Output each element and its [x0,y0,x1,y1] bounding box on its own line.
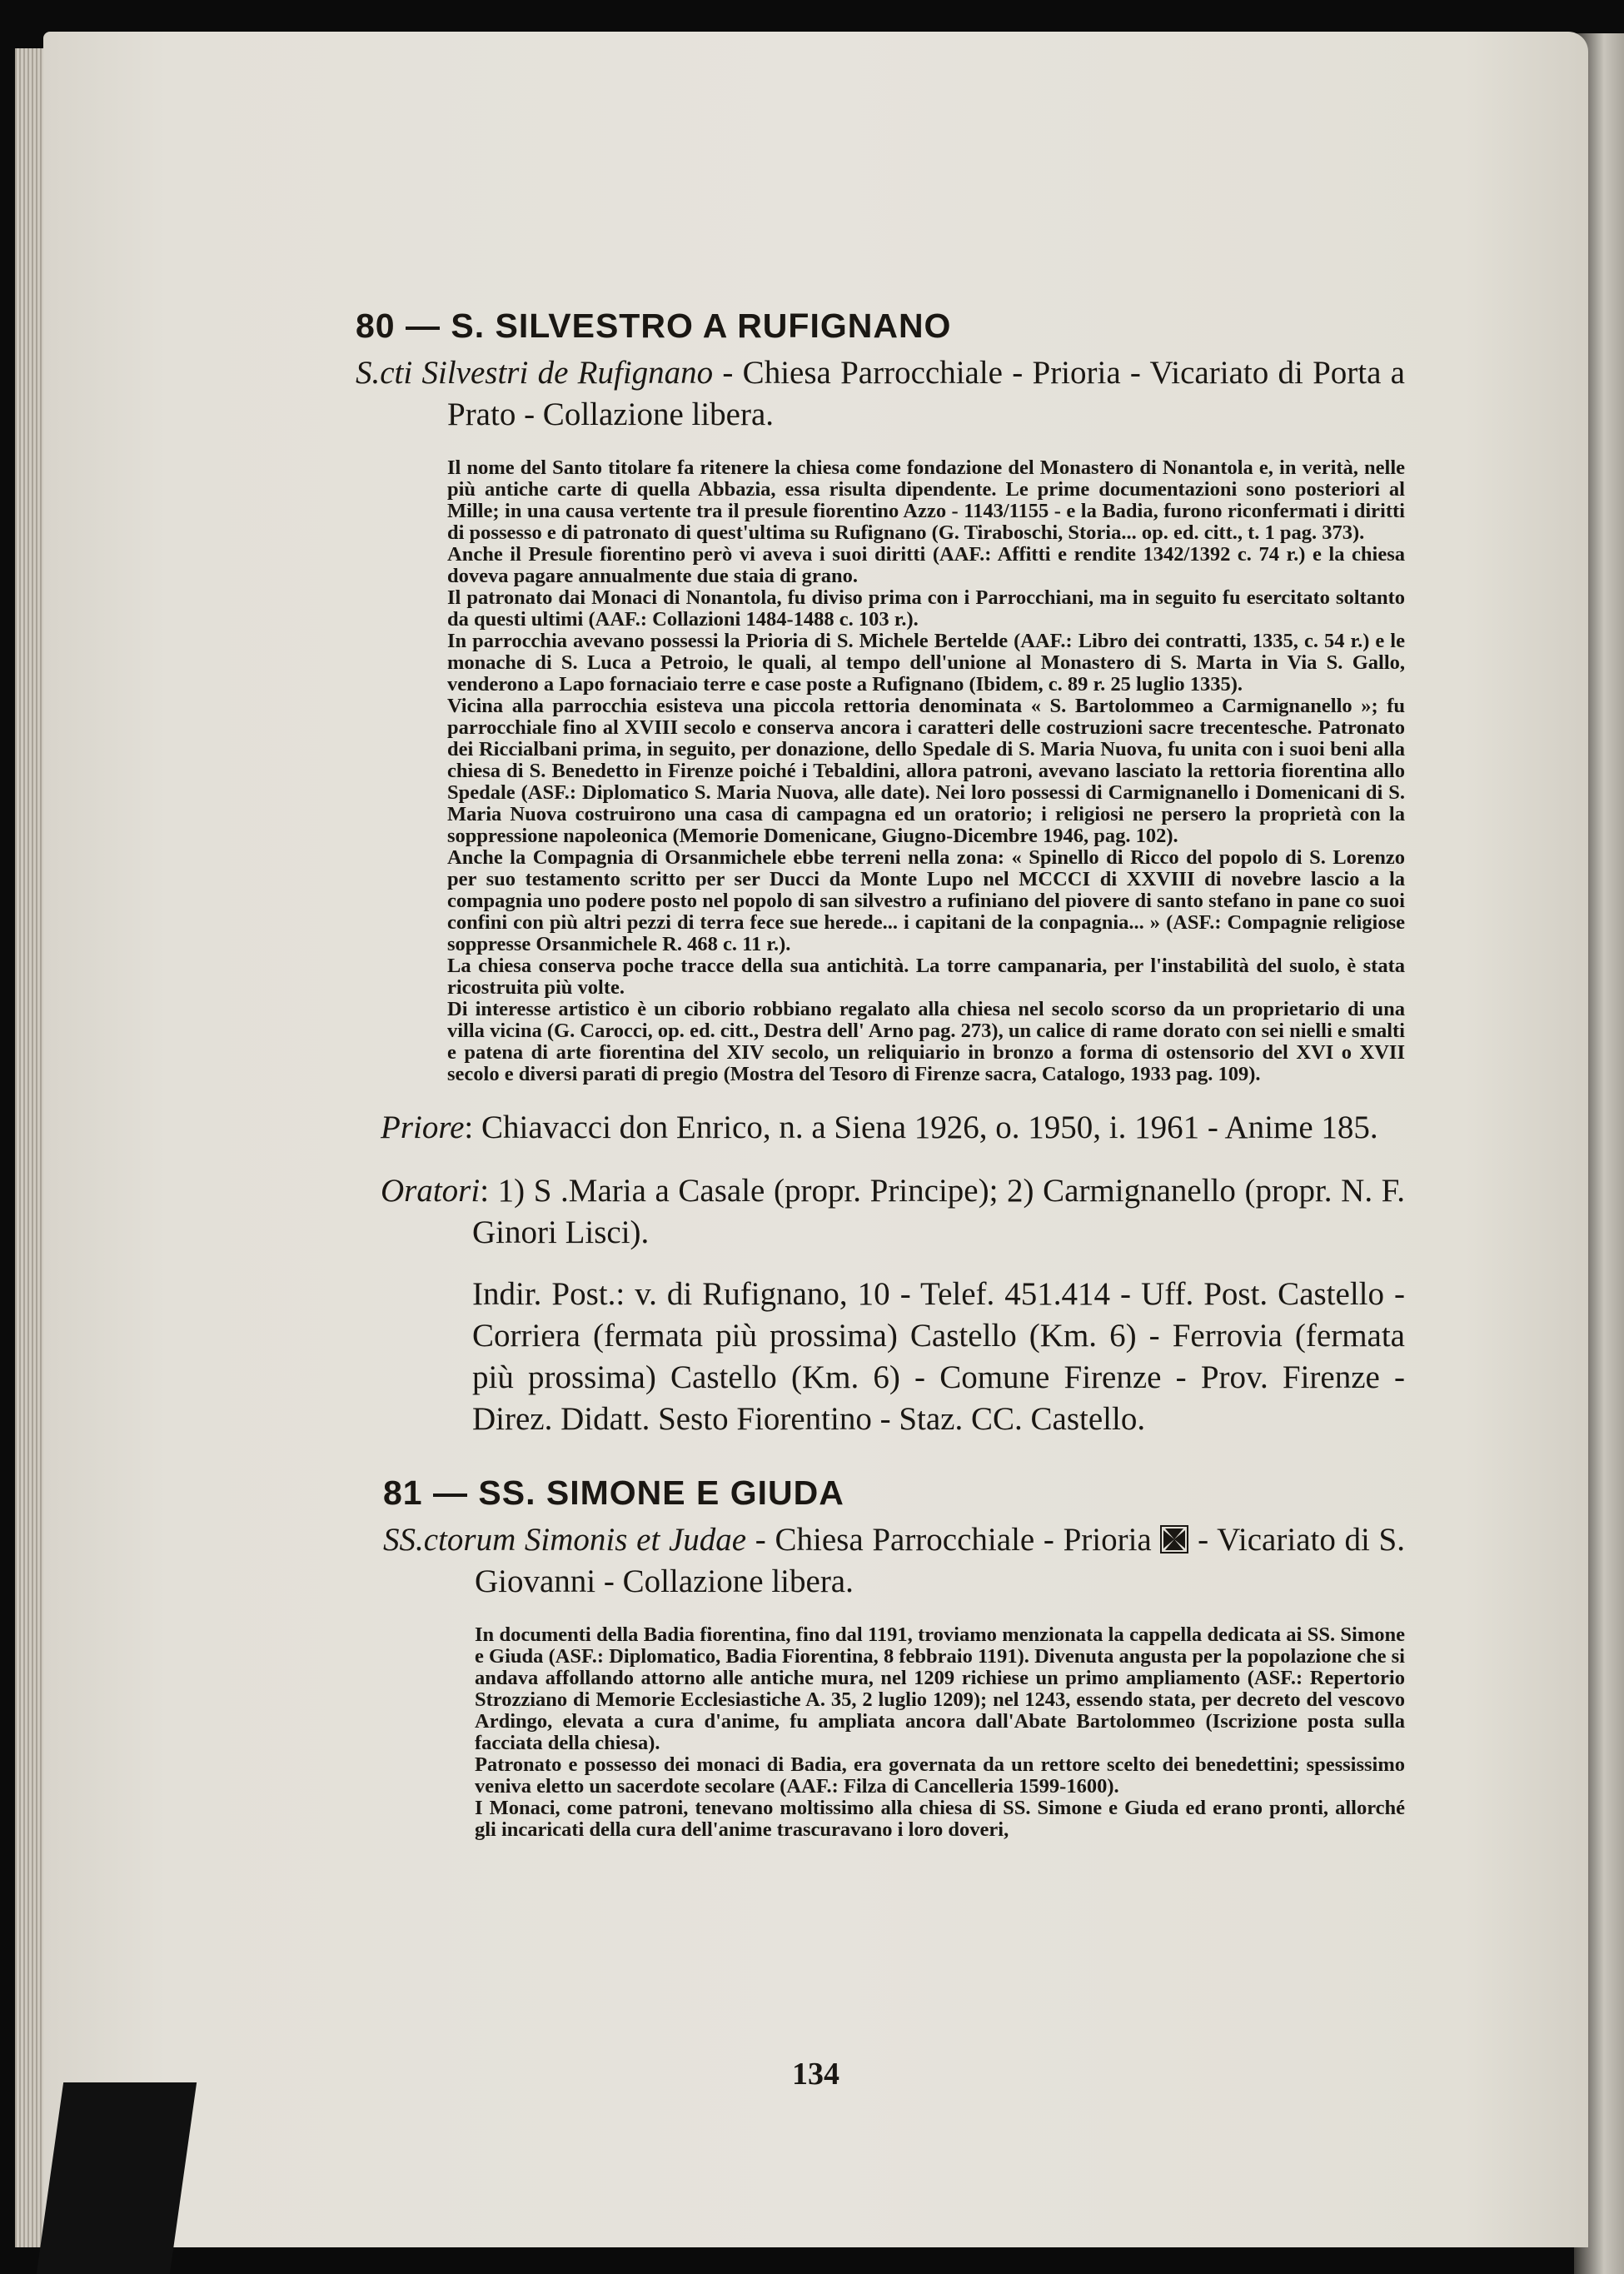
paragraph: I Monaci, come patroni, tenevano moltissimo alla chiesa di SS. Simone e Giuda ed erano pronti, allorché gli incaricati della cura dell'anime trascuravano i loro doveri, [475,1797,1405,1841]
section-body [475,1624,1405,1841]
latin-name: S.cti Silvestri de Rufignano [356,355,714,391]
paragraph: Di interesse artistico è un ciborio robbiano regalato alla chiesa nel secolo scorso da un proprietario di una villa vicina (G. Carocci, op. ed. citt., Destra dell' Arno pag. 273), un calice di rame dorato con sei nielli e smalti e patena di arte fiorentina del XIV secolo, un reliquiario in bronzo a forma di ostensorio del XVI o XVII secolo e diversi parati di pregio (Mostra del Tesoro di Firenze sacra, Catalogo, 1933 pag. 109). [447,998,1405,1085]
oratori-label: Oratori [381,1173,481,1209]
priore-entry [381,1107,1405,1149]
paragraph: Patronato e possesso dei monaci di Badia, era governata da un rettore scelto dei benedettini; spessissimo veniva eletto un sacerdote secolare (AAF.: Filza di Cancelleria 1599-1600). [475,1753,1405,1798]
section-heading: 80 — S. SILVESTRO A RUFIGNANO [356,307,952,345]
priore-label: Priore [381,1110,465,1145]
section-body [447,457,1405,1085]
subtitle-text: - Vicariato di S. Giovanni - Collazione libera. [475,1522,1406,1599]
page-content [356,307,1405,1841]
paragraph: In documenti della Badia fiorentina, fino dal 1191, troviamo menzionata la cappella dedicata ai SS. Simone e Giuda (ASF.: Diplomatico, Badia Fiorentina, 8 febbraio 1191). Divenuta angusta per la popolazione che si andava affollando attorno alle antiche mura, nel 1209 richiese un primo ampliamento (ASF.: Repertorio Strozziano di Memorie Ecclesiastiche A. 35, 2 luglio 1209); nel 1243, essendo stata, per decreto del vescovo Ardingo, elevata a cura d'anime, fu ampliata ancora dall'Abate Bartolommeo (Iscrizione posta sulla facciata della chiesa). [475,1623,1405,1754]
subtitle-text: - Chiesa Parrocchiale - Prioria - Vicariato di Porta a Prato - Collazione libera. [447,355,1405,432]
priore-text: : Chiavacci don Enrico, n. a Siena 1926, o. 1950, i. 1961 - Anime 185. [464,1110,1378,1145]
paragraph: In parrocchia avevano possessi la Prioria di S. Michele Bertelde (AAF.: Libro dei contratti, 1335, c. 54 r.) e le monache di S. Luca a Petroio, le quali, al tempo dell'unione al Monastero di S. Marta in Via S. Gallo, venderono a Lapo fornaciaio terre e case poste a Rufignano (Ibidem, c. 89 r. 25 luglio 1335). [447,630,1405,696]
maltese-cross-icon [1160,1525,1188,1553]
section-80 [356,307,1405,1440]
section-81 [383,1474,1405,1841]
postal-address: Indir. Post.: v. di Rufignano, 10 - Telef. 451.414 - Uff. Post. Castello - Corriera (fermata più prossima) Castello (Km. 6) - Ferrovia (fermata più prossima) Castello (Km. 6) - Comune Firenze - Prov. Firenze - Direz. Didatt. Sesto Fiorentino - Staz. CC. Castello. [472,1276,1405,1437]
section-subtitle [356,352,1405,436]
oratori-entry [381,1170,1405,1254]
book-page [43,32,1588,2247]
paragraph: Vicina alla parrocchia esisteva una piccola rettoria denominata « S. Bartolommeo a Carmignanello »; fu parrocchiale fino al XVIII secolo e conserva ancora i caratteri delle costruzioni sacre trecentesche. Patronato dei Riccialbani prima, in seguito, per donazione, dello Spedale di S. Maria Nuova, fu unita con i suoi beni alla chiesa di S. Benedetto in Firenze poiché i Tebaldini, allora patroni, avevano lasciato la rettoria fiorentina allo Spedale (ASF.: Diplomatico S. Maria Nuova, alle date). Nei loro possessi di Carmignanello i Domenicani di S. Maria Nuova costruirono una casa di campagna ed un oratorio; i religiosi ne persero la proprietà con la soppressione napoleonica (Memorie Domenicane, Giugno-Dicembre 1946, pag. 102). [447,695,1405,847]
paragraph: Anche la Compagnia di Orsanmichele ebbe terreni nella zona: « Spinello di Ricco del popolo di S. Lorenzo per suo testamento scritto per ser Ducci da Monte Lupo nel MCCCI di XXVIII di novebre lascio a la compagnia uno podere posto nel popolo di san silvestro a rufiniano del piovere di santo stefano in pane co suoi confini con più altri pezzi di terra fece sue herede... i capitani de la conpagnia... » (ASF.: Compagnie religiose soppresse Orsanmichele R. 468 c. 11 r.). [447,846,1405,955]
paragraph: Anche il Presule fiorentino però vi aveva i suoi diritti (AAF.: Affitti e rendite 1342/1392 c. 74 r.) e la chiesa doveva pagare annualmente due staia di grano. [447,543,1405,587]
bookmark-ribbon [37,2082,197,2274]
paragraph: La chiesa conserva poche tracce della sua antichità. La torre campanaria, per l'instabilità del suolo, è stata ricostruita più volte. [447,955,1405,999]
latin-name: SS.ctorum Simonis et Judae [383,1522,747,1558]
paragraph: Il patronato dai Monaci di Nonantola, fu diviso prima con i Parrocchiani, ma in seguito fu esercitato soltanto da questi ultimi (AAF.: Collazioni 1484-1488 c. 103 r.). [447,586,1405,631]
page-number: 134 [792,2057,839,2092]
paragraph: Il nome del Santo titolare fa ritenere la chiesa come fondazione del Monastero di Nonantola e, in verità, nelle più antiche carte di quella Abbazia, essa risulta dipendente. Le prime documentazioni sono posteriori al Mille; in una causa vertente tra il presule fiorentino Azzo - 1143/1155 - e la Badia, furono riconfermati i diritti di possesso e di patronato di quest'ultima su Rufignano (G. Tiraboschi, Storia... op. ed. citt., t. 1 pag. 373). [447,456,1405,544]
subtitle-text: - Chiesa Parrocchiale - Prioria [746,1522,1161,1558]
oratori-text: : 1) S .Maria a Casale (propr. Principe); 2) Carmignanello (propr. N. F. Ginori Lisci). [472,1173,1405,1250]
section-subtitle [383,1519,1405,1603]
section-heading: 81 — SS. SIMONE E GIUDA [383,1474,844,1512]
